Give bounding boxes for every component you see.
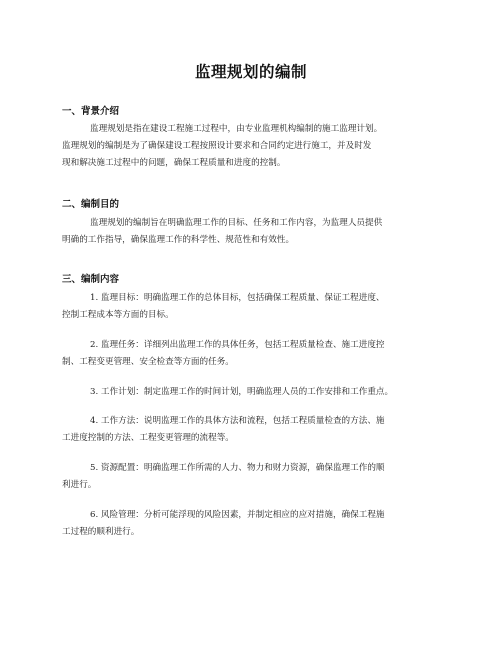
paragraph-line: 控制工程成本等方面的目标。 [62, 310, 174, 320]
paragraph-line: 利进行。 [62, 480, 97, 490]
document-title: 监理规划的编制 [194, 63, 307, 81]
section-heading-content: 三、编制内容 [62, 274, 120, 285]
list-item-tasks [62, 337, 442, 371]
paragraph-line: 6. 风险管理：分析可能浮现的风险因素，并制定相应的应对措施，确保工程施 [90, 510, 385, 520]
list-item-risk [62, 507, 442, 541]
paragraph-line: 监理规划的编制旨在明确监理工作的目标、任务和工作内容，为监理人员提供 [90, 218, 383, 228]
paragraph-line: 4. 工作方法：说明监理工作的具体方法和流程，包括工程质量检查的方法、施 [90, 416, 385, 426]
paragraph-line: 监理规划的编制是为了确保建设工程按照设计要求和合同约定进行施工，并及时发 [62, 141, 372, 151]
paragraph-background [62, 121, 442, 172]
list-item-resources [62, 460, 442, 494]
list-item-method [62, 413, 442, 447]
paragraph-line: 5. 资源配置：明确监理工作所需的人力、物力和财力资源，确保监理工作的顺 [90, 463, 385, 473]
paragraph-line: 3. 工作计划：制定监理工作的时间计划，明确监理人员的工作安排和工作重点。 [90, 387, 394, 397]
paragraph-purpose [62, 215, 442, 249]
paragraph-line: 监理规划是指在建设工程施工过程中，由专业监理机构编制的施工监理计划。 [90, 124, 383, 134]
paragraph-line: 1. 监理目标：明确监理工作的总体目标，包括确保工程质量、保证工程进度、 [90, 293, 385, 303]
paragraph-line: 制、工程变更管理、安全检查等方面的任务。 [62, 357, 234, 367]
paragraph-line: 工进度控制的方法、工程变更管理的流程等。 [62, 433, 234, 443]
list-item-plan [62, 384, 442, 401]
paragraph-line: 工过程的顺利进行。 [62, 527, 140, 537]
section-heading-background: 一、背景介绍 [62, 106, 120, 117]
paragraph-line: 现和解决施工过程中的问题，确保工程质量和进度的控制。 [62, 158, 286, 168]
list-item-goal [62, 290, 442, 324]
section-heading-purpose: 二、编制目的 [62, 199, 120, 210]
paragraph-line: 2. 监理任务：详细列出监理工作的具体任务，包括工程质量检查、施工进度控 [90, 340, 385, 350]
paragraph-line: 明确的工作指导，确保监理工作的科学性、规范性和有效性。 [62, 235, 295, 245]
